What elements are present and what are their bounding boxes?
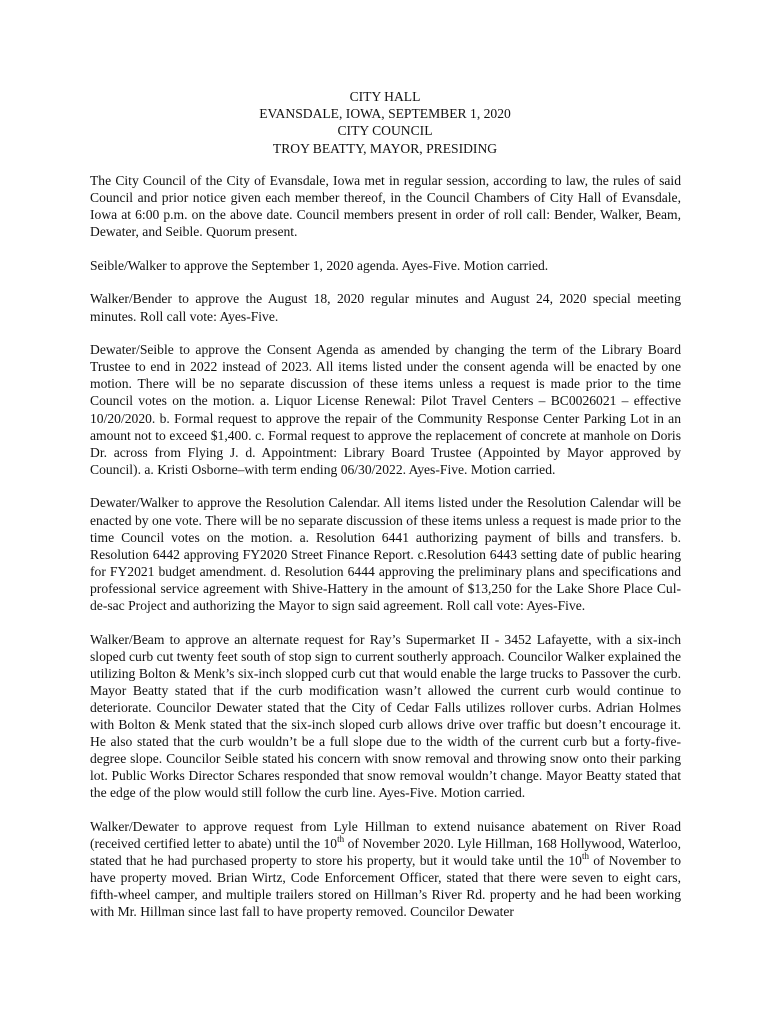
hillman-text-part2: of November 2020. Lyle Hillman, 168 Hollywood, Waterloo, stated that he had purchased property to store his property, but it would take until the 10 (90, 836, 682, 869)
header-city-hall: CITY HALL (349, 89, 421, 104)
paragraph-minutes-approval: Walker/Bender to approve the August 18, 2020 regular minutes and August 24, 2020 special meeting minutes. Roll call vote: Ayes-Five. (90, 291, 681, 324)
paragraph-rays-supermarket: Walker/Beam to approve an alternate request for Ray’s Supermarket II - 3452 Lafayette, with a six-inch sloped curb cut twenty feet south of stop sign to current southerly approach. Councilor Walker explained the utilizing Bolton & Menk’s six-inch slopped curb cut that would enable the large trucks to Passover the curb. Mayor Beatty stated that if the curb modification wasn’t allowed the current curb would continue to deteriorate. Councilor Dewater stated that the City of Cedar Falls utilizes rollover curbs. Adrian Holmes with Bolton & Menk stated that the six-inch sloped curb allows drive over traffic but doesn’t encourage it. He also stated that the curb wouldn’t be a full slope due to the width of the current curb but a forty-five-degree slope. Councilor Seible stated his concern with snow removal and throwing snow onto their parking lot. Public Works Director Schares responded that snow removal wouldn’t change. Mayor Beatty stated that the edge of the plow would still follow the curb line. Ayes-Five. Motion carried. (90, 631, 681, 801)
document-header (0, 88, 770, 157)
paragraph-consent-agenda: Dewater/Seible to approve the Consent Agenda as amended by changing the term of the Library Board Trustee to end in 2022 instead of 2023. All items listed under the consent agenda will be enacted by one motion. There will be no separate discussion of these items unless a request is made prior to the time Council votes on the motion. a. Liquor License Renewal: Pilot Travel Centers – BC0026021 – effective 10/20/2020. b. Formal request to approve the repair of the Community Response Center Parking Lot in an amount not to exceed $1,400. c. Formal request to approve the replacement of concrete at manhole on Doris Dr. across from Flying J. d. Appointment: Library Board Trustee (Appointed by Mayor approved by Council). a. Kristi Osborne–with term ending 06/30/2022. Ayes-Five. Motion carried. (90, 342, 681, 477)
paragraph-agenda-approval: Seible/Walker to approve the September 1, 2020 agenda. Ayes-Five. Motion carried. (90, 257, 549, 273)
paragraph-session-opening: The City Council of the City of Evansdale, Iowa met in regular session, according to law, the rules of said Council and prior notice given each member thereof, in the Council Chambers of City Hall of Evansdale, Iowa at 6:00 p.m. on the above date. Council members present in order of roll call: Bender, Walker, Beam, Dewater, and Seible. Quorum present. (90, 173, 681, 240)
header-location-date: EVANSDALE, IOWA, SEPTEMBER 1, 2020 (259, 106, 511, 122)
header-city-council: CITY COUNCIL (337, 123, 433, 139)
paragraph-resolution-calendar: Dewater/Walker to approve the Resolution Calendar. All items listed under the Resolution Calendar will be enacted by one vote. There will be no separate discussion of these items unless a request is made prior to the time Council votes on the motion. a. Resolution 6441 authorizing payment of bills and transfers. b. Resolution 6442 approving FY2020 Street Finance Report. c.Resolution 6443 setting date of public hearing for FY2021 budget amendment. d. Resolution 6444 approving the preliminary plans and specifications and professional service agreement with Shive-Hattery in the amount of $13,250 for the Lake Shore Place Cul-de-sac Project and authorizing the Mayor to sign said agreement. Roll call vote: Ayes-Five. (90, 495, 681, 613)
hillman-text-part3: of November to have property moved. Brian Wirtz, Code Enforcement Officer, stated that there were seven to eight cars, fifth-wheel camper, and multiple trailers stored on Hillman’s River Rd. property and he had been working with Mr. Hillman since last fall to have property removed. Councilor Dewater (90, 853, 681, 920)
ordinal-suffix: th (581, 850, 589, 861)
paragraph-hillman-abatement (90, 818, 681, 921)
hillman-text-part1: Walker/Dewater to approve request from Lyle Hillman to extend nuisance abatement on River Road (received certified letter to abate) until the 10 (90, 819, 681, 852)
ordinal-suffix: th (337, 833, 345, 844)
minutes-body (90, 172, 681, 921)
header-presiding: TROY BEATTY, MAYOR, PRESIDING (272, 140, 498, 156)
